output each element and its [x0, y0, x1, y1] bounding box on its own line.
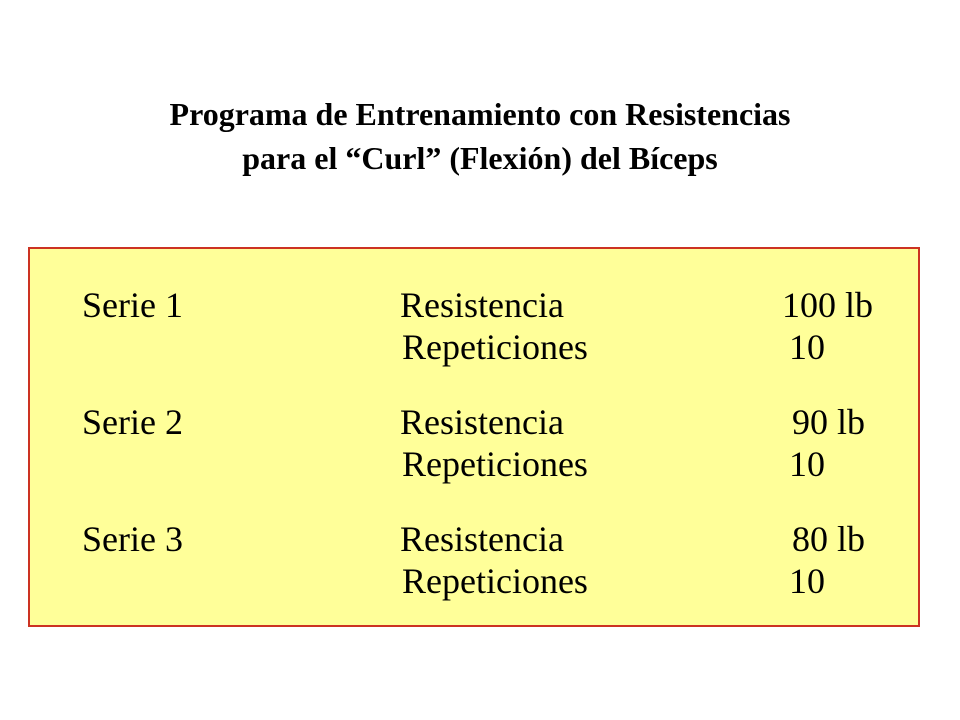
series-block [30, 285, 918, 401]
page-title [0, 92, 960, 180]
series-label: Serie 1 [82, 285, 183, 325]
repetitions-label: Repeticiones [402, 444, 588, 484]
title-line-2: para el “Curl” (Flexión) del Bíceps [242, 140, 718, 176]
resistance-label: Resistencia [400, 402, 564, 442]
resistance-label: Resistencia [400, 519, 564, 559]
series-block [30, 519, 918, 635]
resistance-value: 90 lb [792, 402, 866, 442]
series-label: Serie 2 [82, 402, 183, 442]
repetitions-label: Repeticiones [402, 561, 588, 601]
resistance-label: Resistencia [400, 285, 564, 325]
repetitions-label: Repeticiones [402, 327, 588, 367]
repetitions-value: 10 [789, 327, 825, 367]
training-program-panel [28, 247, 920, 627]
series-label: Serie 3 [82, 519, 183, 559]
resistance-value: 100 lb [782, 285, 874, 325]
series-block [30, 402, 918, 518]
title-line-1: Programa de Entrenamiento con Resistencias [169, 96, 791, 132]
resistance-value: 80 lb [792, 519, 866, 559]
repetitions-value: 10 [789, 561, 825, 601]
repetitions-value: 10 [789, 444, 825, 484]
